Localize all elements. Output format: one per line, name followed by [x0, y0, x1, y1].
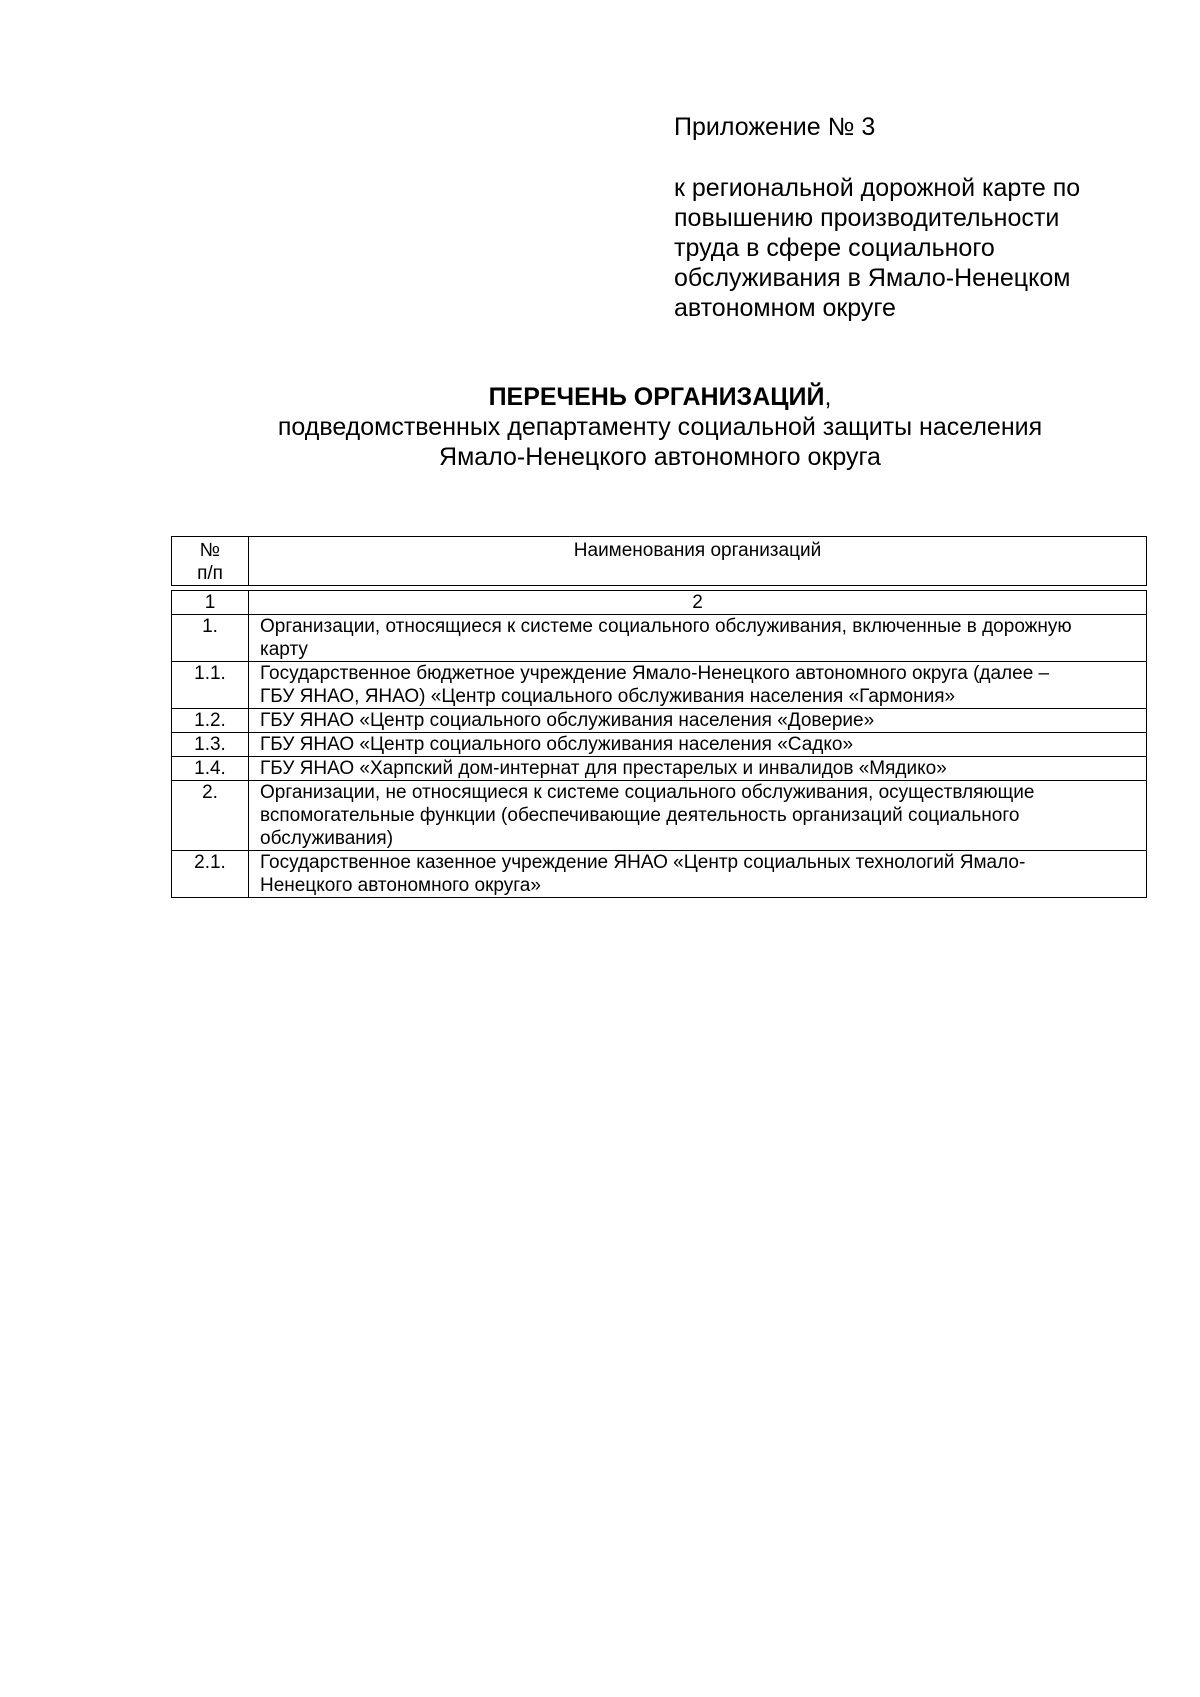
- organization-name: [249, 709, 1147, 733]
- organization-name: [249, 662, 1147, 709]
- row-number: 2.: [172, 781, 249, 851]
- row-number: 1.3.: [172, 733, 249, 757]
- organizations-table-body: [172, 591, 1147, 898]
- column-numbering-row: [172, 591, 1147, 615]
- document-subtitle: подведомственных департаменту социальной защиты населения: [277, 413, 1043, 441]
- table-row: [172, 757, 1147, 781]
- organization-name: [249, 851, 1147, 898]
- organization-name-line: карту: [260, 639, 308, 660]
- table-row: [172, 733, 1147, 757]
- organization-name-line: Организации, не относящиеся к системе социального обслуживания, осуществляющие: [260, 782, 1035, 803]
- organization-name-line: ГБУ ЯНАО «Центр социального обслуживания населения «Доверие»: [260, 710, 875, 731]
- table-row: [172, 781, 1147, 851]
- title-punctuation: ,: [824, 383, 832, 411]
- organization-name-line: ГБУ ЯНАО «Центр социального обслуживания населения «Садко»: [260, 734, 854, 755]
- document-heading: [160, 382, 1160, 472]
- appendix-block: [674, 112, 1134, 323]
- document-title: ПЕРЕЧЕНЬ ОРГАНИЗАЦИЙ: [488, 383, 825, 411]
- column-number-2: 2: [249, 591, 1147, 615]
- row-number: 2.1.: [172, 851, 249, 898]
- row-number: 1.2.: [172, 709, 249, 733]
- appendix-line: обслуживания в Ямало-Ненецком: [674, 264, 1071, 292]
- organization-name-line: Государственное казенное учреждение ЯНАО «Центр социальных технологий Ямало-: [260, 852, 1026, 873]
- appendix-line: автономном округе: [674, 294, 896, 322]
- appendix-line: повышению производительности: [674, 204, 1060, 232]
- organization-name-line: ГБУ ЯНАО, ЯНАО) «Центр социального обслуживания населения «Гармония»: [260, 686, 956, 707]
- appendix-line: к региональной дорожной карте по: [674, 174, 1081, 202]
- row-number: 1.: [172, 615, 249, 662]
- column-number-1: 1: [172, 591, 249, 615]
- appendix-line: труда в сфере социального: [674, 234, 995, 262]
- header-number-label: п/п: [197, 563, 223, 584]
- table-row: [172, 615, 1147, 662]
- table-row: [172, 851, 1147, 898]
- organization-name-line: вспомогательные функции (обеспечивающие деятельность организаций социального: [260, 805, 1020, 826]
- organization-name: [249, 757, 1147, 781]
- organization-name-line: Организации, относящиеся к системе социального обслуживания, включенные в дорожную: [260, 616, 1072, 637]
- organization-name: [249, 781, 1147, 851]
- header-number-label: №: [199, 540, 221, 561]
- header-name-cell: Наименования организаций: [249, 537, 1147, 586]
- header-row: [172, 537, 1147, 586]
- table-header: [171, 536, 1147, 586]
- organization-name-line: ГБУ ЯНАО «Харпский дом-интернат для престарелых и инвалидов «Мядико»: [260, 758, 947, 779]
- appendix-number: Приложение № 3: [674, 113, 876, 141]
- row-number: 1.1.: [172, 662, 249, 709]
- organization-name-line: Ненецкого автономного округа»: [260, 875, 541, 896]
- header-number-cell: [172, 537, 249, 586]
- row-number: 1.4.: [172, 757, 249, 781]
- organization-name: [249, 733, 1147, 757]
- organization-name-line: обслуживания): [260, 828, 394, 849]
- organizations-table: [171, 590, 1147, 898]
- document-subtitle: Ямало-Ненецкого автономного округа: [439, 443, 881, 471]
- table-row: [172, 709, 1147, 733]
- table-row: [172, 662, 1147, 709]
- organization-name-line: Государственное бюджетное учреждение Ямало-Ненецкого автономного округа (далее –: [260, 663, 1050, 684]
- organization-name: [249, 615, 1147, 662]
